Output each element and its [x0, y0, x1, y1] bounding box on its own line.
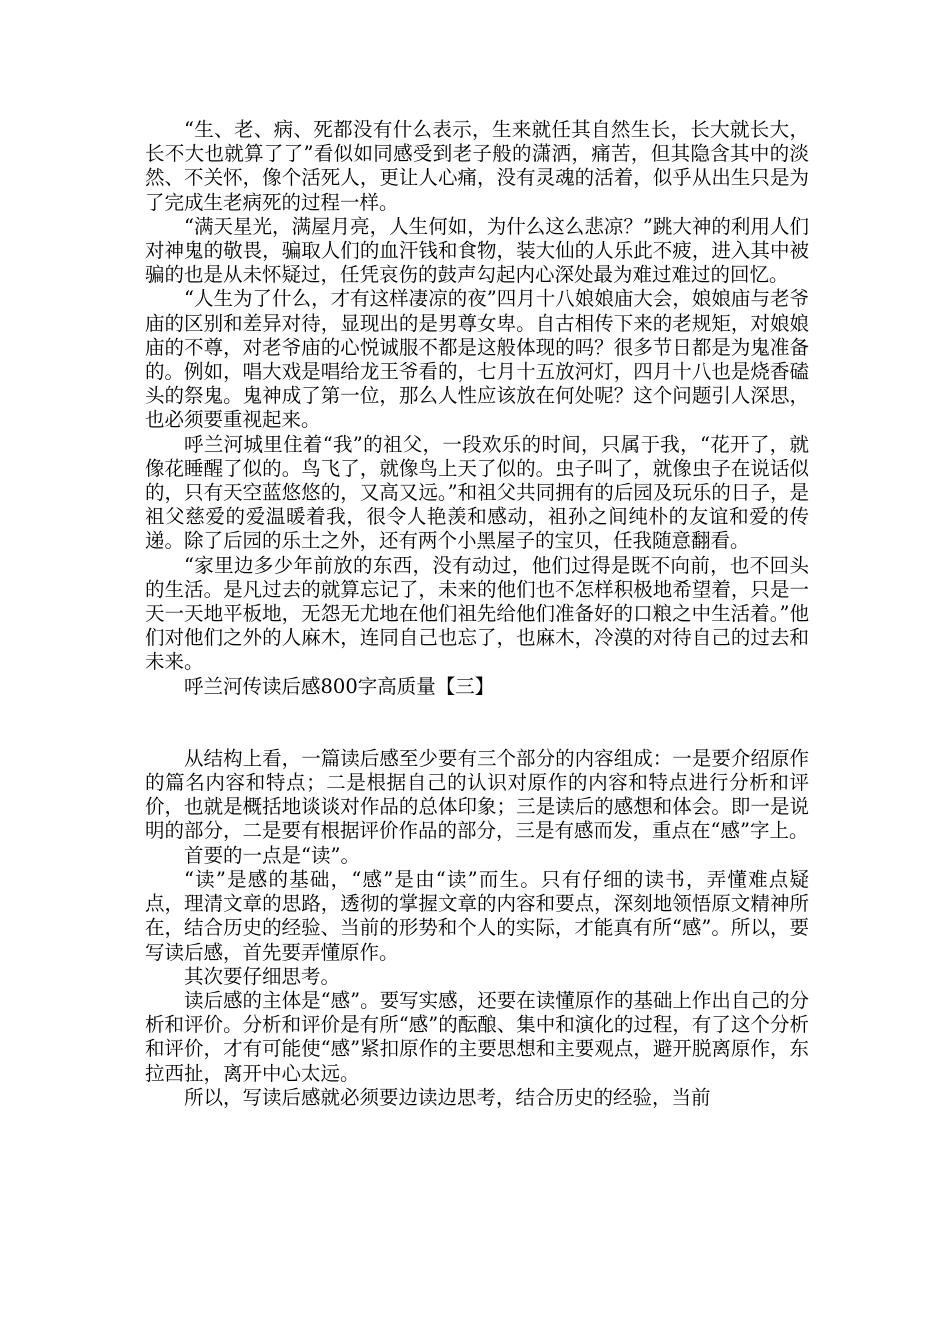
- paragraph-life-and-death: “生、老、病、死都没有什么表示，生来就任其自然生长，长大就长大，长不大也就算了了”看似如同感受到老子般的潇洒，痛苦，但其隐含其中的淡然、不关怀，像个活死人，更让人心痛，没有灵魂的活着，似乎从出生只是为了完成生老病死的过程一样。: [145, 118, 809, 214]
- paragraph-reading-basis: “读”是感的基础，“感”是由“读”而生。只有仔细的读书，弄懂难点疑点，理清文章的思路，透彻的掌握文章的内容和要点，深刻地领悟原文精神所在，结合历史的经验、当前的形势和个人的实际，才能真有所“感”。所以，要写读后感，首先要弄懂原作。: [145, 867, 809, 964]
- document-page: [145, 118, 809, 1110]
- paragraph-grandfather: 呼兰河城里住着“我”的祖父，一段欢乐的时间，只属于我，“花开了，就像花睡醒了似的。鸟飞了，就像鸟上天了似的。虫子叫了，就像虫子在说话似的，只有天空蓝悠悠的，又高又远。”和祖父共同拥有的后园及玩乐的日子，是祖父慈爱的爱温暖着我，很令人艳羡和感动，祖孙之间纯朴的友谊和爱的传递。除了后园的乐土之外，还有两个小黑屋子的宝贝，任我随意翻看。: [145, 432, 809, 553]
- section-heading: 呼兰河传读后感800字高质量【三】: [184, 674, 495, 698]
- paragraph-conclusion: 所以，写读后感就必须要边读边思考，结合历史的经验，当前: [184, 1085, 711, 1109]
- paragraph-first-point: 首要的一点是“读”。: [184, 843, 360, 867]
- paragraph-temple-fair: “人生为了什么，才有这样凄凉的夜”四月十八娘娘庙大会，娘娘庙与老爷庙的区别和差异对待，显现出的是男尊女卑。自古相传下来的老规矩，对娘娘庙的不尊，对老爷庙的心悦诚服不都是这般体现的吗？很多节日都是为鬼准备的。例如，唱大戏是唱给龙王爷看的，七月十五放河灯，四月十八也是烧香磕头的祭鬼。鬼神成了第一位，那么人性应该放在何处呢？这个问题引人深思，也必须要重视起来。: [145, 287, 809, 432]
- paragraph-starlight: “满天星光，满屋月亮，人生何如，为什么这么悲凉？”跳大神的利用人们对神鬼的敬畏，骗取人们的血汗钱和食物，装大仙的人乐此不疲，进入其中被骗的也是从未怀疑过，任凭哀伤的鼓声勾起内心深处最为难过难过的回忆。: [145, 214, 809, 287]
- paragraph-feeling-subject: 读后感的主体是“感”。要写实感，还要在读懂原作的基础上作出自己的分析和评价。分析和评价是有所“感”的酝酿、集中和演化的过程，有了这个分析和评价，才有可能使“感”紧扣原作的主要思想和主要观点，避开脱离原作，东拉西扯，离开中心太远。: [145, 988, 809, 1085]
- section-spacer: [145, 699, 809, 747]
- paragraph-structure: 从结构上看，一篇读后感至少要有三个部分的内容组成：一是要介绍原作的篇名内容和特点；二是根据自己的认识对原作的内容和特点进行分析和评价，也就是概括地谈谈对作品的总体印象；三是读后的感想和体会。即一是说明的部分，二是要有根据评价作品的部分，三是有感而发，重点在“感”字上。: [145, 746, 809, 843]
- paragraph-old-things: “家里边多少年前放的东西，没有动过，他们过得是既不向前，也不回头的生活。是凡过去的就算忘记了，未来的他们也不怎样积极地希望着，只是一天一天地平板地，无怨无尤地在他们祖先给他们准备好的口粮之中生活着。”他们对他们之外的人麻木，连同自己也忘了，也麻木，冷漠的对待自己的过去和未来。: [145, 553, 809, 674]
- paragraph-second-point: 其次要仔细思考。: [184, 964, 341, 988]
